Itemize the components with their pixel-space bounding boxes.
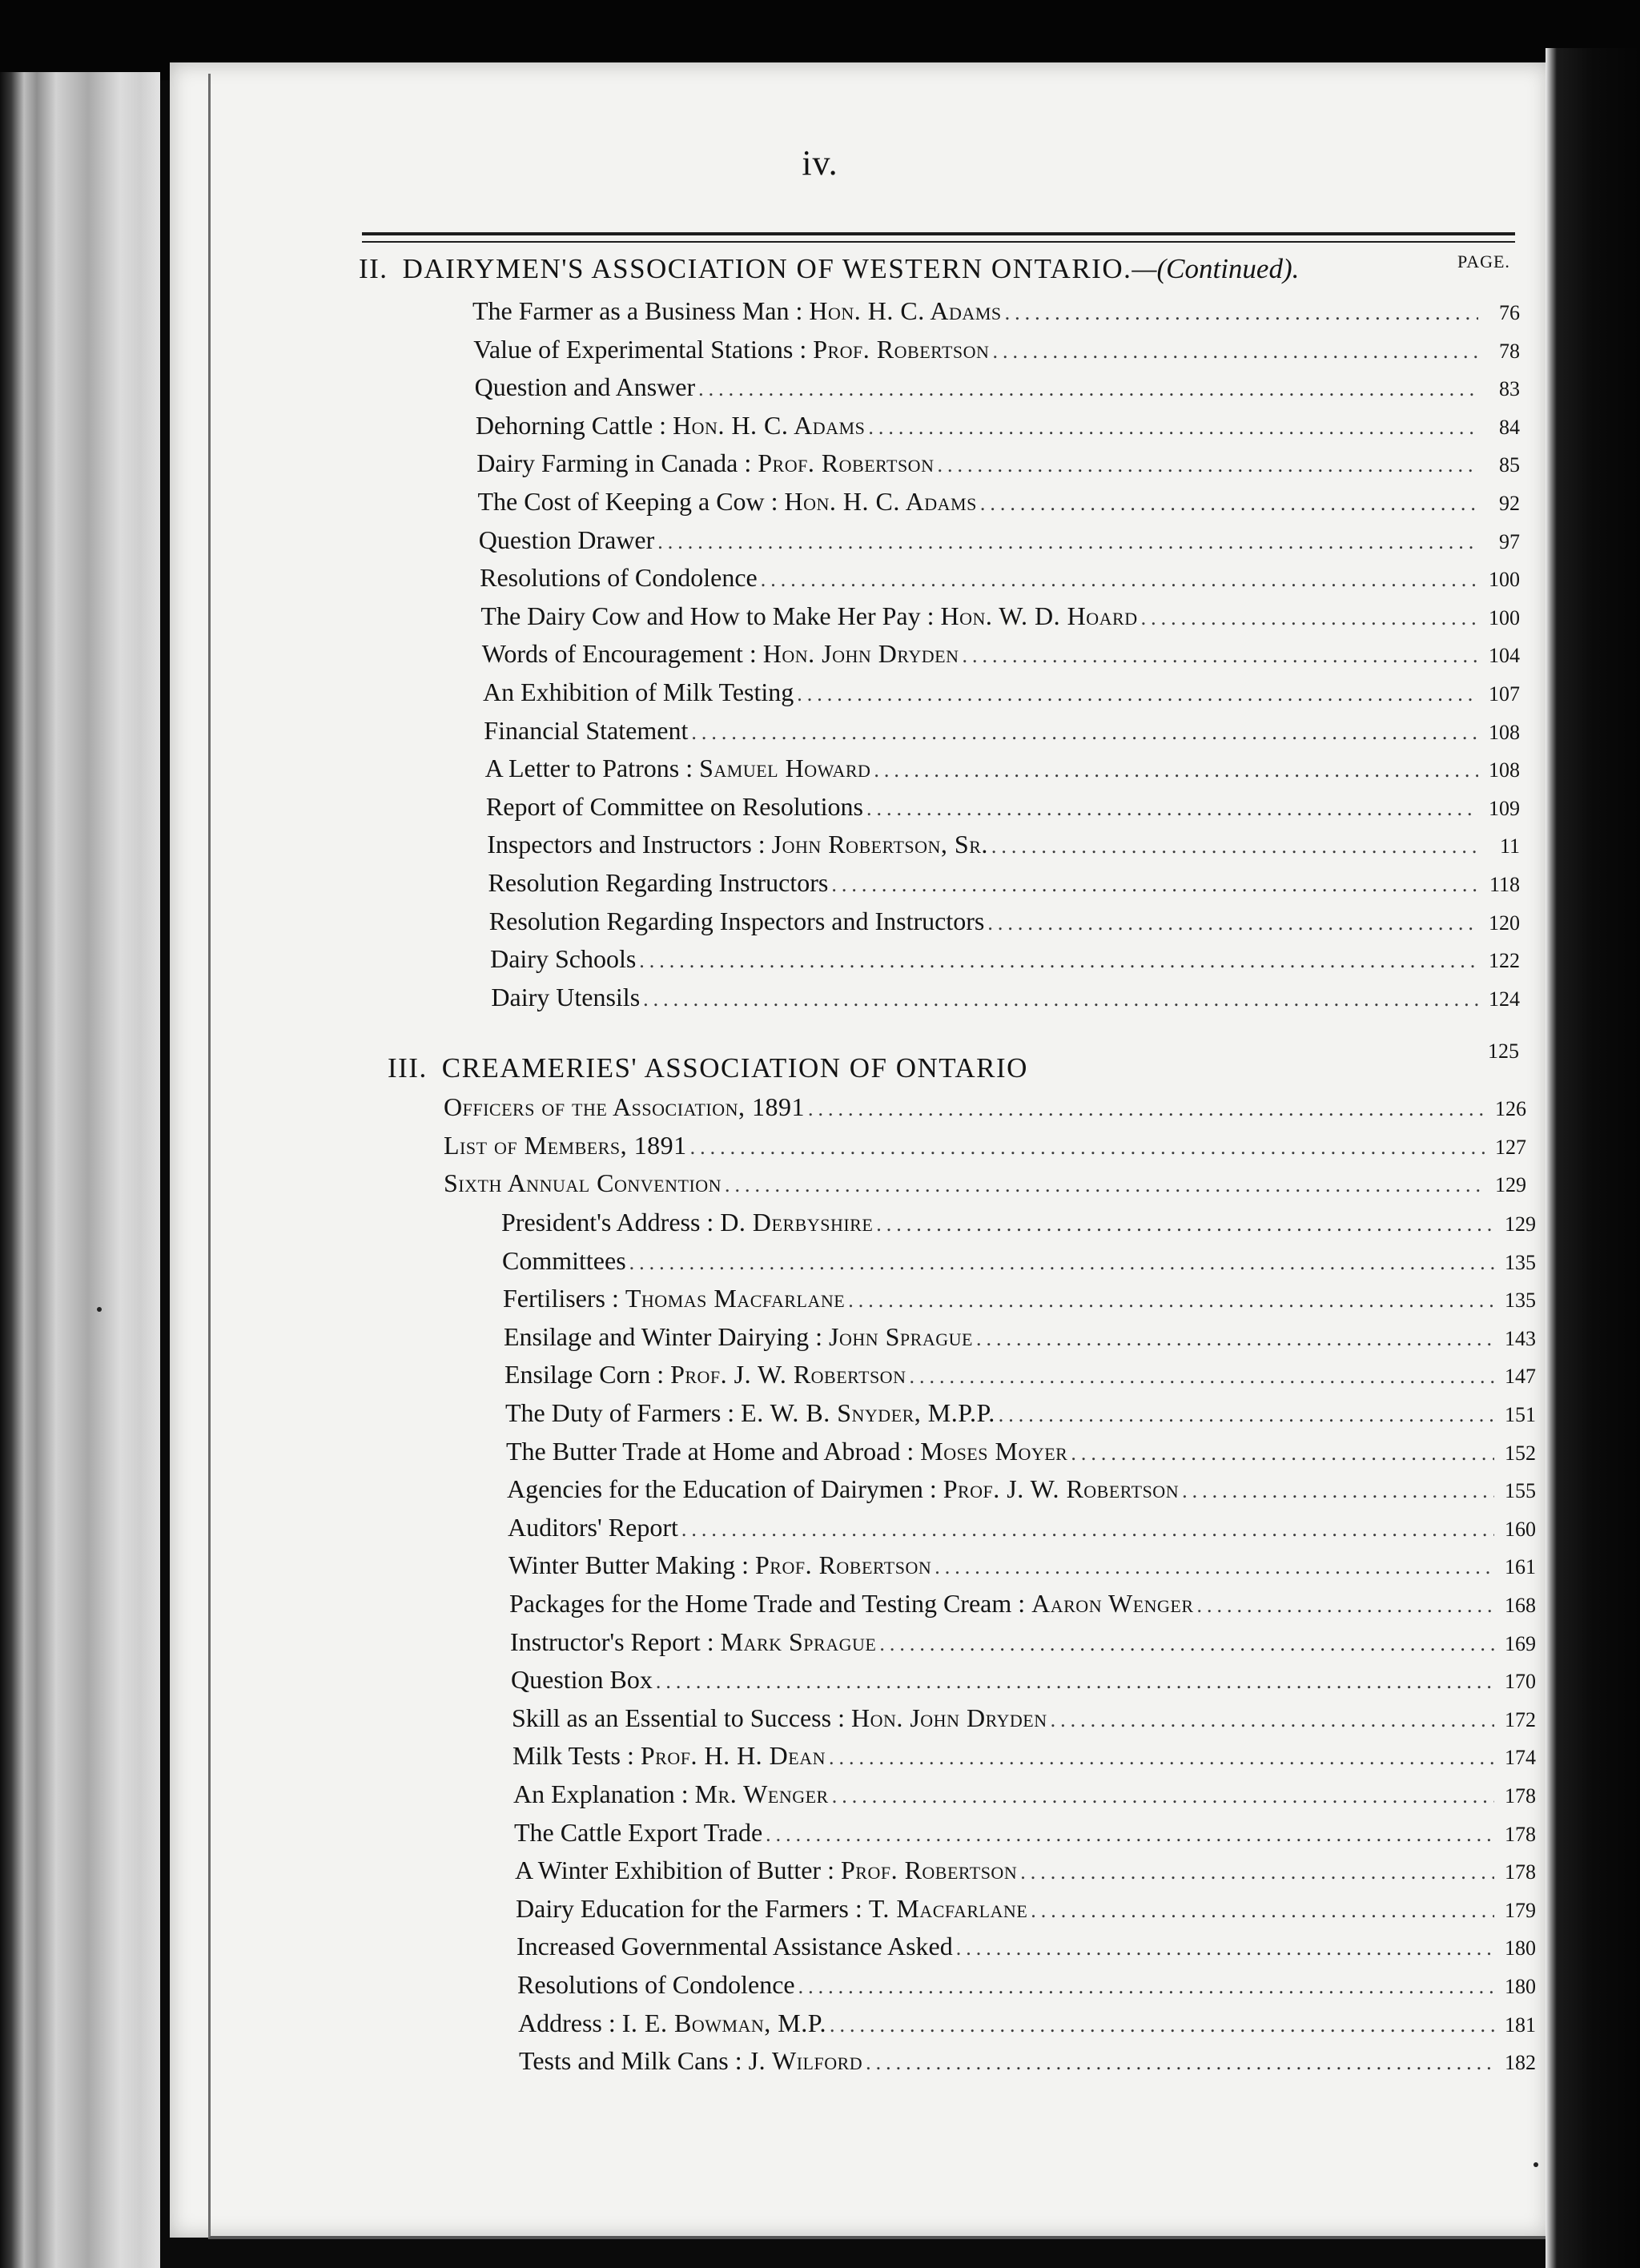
leader-dots	[1020, 1856, 1494, 1888]
entry-page: 129	[1505, 1212, 1536, 1236]
entry-title-text: Winter Butter Making :	[508, 1550, 749, 1580]
section-heading-ii	[359, 253, 1299, 285]
entry-author: Hon. John Dryden	[850, 1703, 1047, 1732]
entry-title-text: Auditors' Report	[508, 1512, 678, 1542]
entry-title	[509, 1587, 1194, 1619]
entry-title	[479, 524, 654, 556]
entry-page: 135	[1505, 1250, 1536, 1274]
leader-dots	[832, 1780, 1494, 1812]
entry-title-text: Ensilage and Winter Dairying :	[504, 1321, 823, 1351]
entry-page: 124	[1488, 987, 1520, 1011]
toc-entry	[484, 714, 1520, 750]
toc-entry	[506, 1435, 1536, 1470]
entry-title	[480, 561, 758, 593]
leader-dots	[874, 754, 1478, 786]
entry-title	[482, 637, 959, 670]
entry-title-text: List of Members, 1891	[444, 1130, 687, 1160]
entry-title	[476, 447, 934, 479]
entry-title	[513, 1778, 829, 1810]
entry-title-text: Tests and Milk Cans :	[519, 2046, 742, 2076]
entry-title	[514, 1816, 762, 1848]
leader-dots	[866, 2047, 1494, 2079]
entry-page: 100	[1488, 568, 1520, 592]
toc-entry	[504, 1321, 1536, 1356]
leader-dots	[681, 1514, 1494, 1546]
toc-entry	[480, 561, 1520, 597]
toc-entry	[517, 1968, 1536, 2004]
leader-dots	[1197, 1590, 1494, 1622]
toc-entry	[508, 1549, 1536, 1584]
entry-page: 129	[1495, 1173, 1526, 1197]
entry-title	[444, 1167, 722, 1199]
toc-entry	[512, 1702, 1536, 1737]
entry-title	[488, 867, 829, 899]
entry-title-text: Resolution Regarding Inspectors and Instructors	[488, 906, 985, 935]
entry-title	[475, 371, 696, 403]
entry-page: 122	[1488, 949, 1520, 973]
entry-title-text: Question and Answer	[474, 372, 696, 402]
entry-title	[508, 1549, 931, 1581]
toc-entry	[489, 905, 1520, 940]
entry-author: Prof. J. W. Robertson	[943, 1474, 1180, 1504]
toc-entry	[488, 867, 1521, 902]
leader-dots	[1182, 1475, 1494, 1507]
entry-title-text: Milk Tests :	[512, 1741, 634, 1771]
entry-page: 152	[1505, 1441, 1536, 1465]
leader-dots	[831, 869, 1478, 901]
entry-title-text: Committees	[502, 1245, 626, 1275]
entry-title	[511, 1663, 653, 1695]
entry-author: I. E. Bowman, M.P.	[621, 2008, 827, 2037]
page-column-label: PAGE.	[1457, 251, 1510, 271]
entry-page: 172	[1505, 1707, 1536, 1731]
entry-title-text: Report of Committee on Resolutions	[485, 791, 863, 821]
entry-title	[504, 1358, 906, 1390]
entry-page: 97	[1498, 529, 1520, 553]
entry-title	[517, 1930, 953, 1962]
entry-author: John Sprague	[829, 1321, 973, 1351]
section-title: DAIRYMEN'S ASSOCIATION OF WESTERN ONTARIO.	[402, 253, 1132, 284]
entry-page: 170	[1505, 1670, 1536, 1694]
entry-title-text: Dairy Education for the Farmers :	[516, 1893, 862, 1923]
section-title: CREAMERIES' ASSOCIATION OF ONTARIO	[441, 1052, 1028, 1084]
page-folio: iv.	[802, 143, 838, 183]
entry-page: 168	[1505, 1594, 1536, 1617]
toc-entry	[482, 637, 1520, 673]
entry-title-text: An Exhibition of Milk Testing	[483, 678, 794, 706]
header-rule-thick	[362, 232, 1515, 235]
toc-entry	[503, 1282, 1536, 1317]
toc-entry	[480, 600, 1520, 635]
header-rule-thin	[362, 241, 1515, 243]
leader-dots	[980, 488, 1478, 520]
entry-page: 104	[1488, 644, 1520, 668]
leader-dots	[1051, 1704, 1494, 1736]
entry-page: 92	[1499, 492, 1520, 515]
entry-author: Prof. Robertson	[758, 448, 935, 478]
entry-page: 108	[1488, 720, 1520, 744]
toc-entry	[486, 790, 1520, 826]
entry-title	[518, 2007, 826, 2039]
leader-dots	[876, 1208, 1494, 1241]
leader-dots	[1031, 1895, 1494, 1927]
entry-title	[501, 1206, 873, 1238]
entry-title-text: An Explanation :	[513, 1779, 689, 1808]
section-number: III.	[388, 1052, 428, 1084]
leader-dots	[962, 640, 1478, 672]
entry-title	[512, 1702, 1047, 1734]
entry-page: 83	[1498, 377, 1520, 401]
toc-entry	[505, 1397, 1536, 1432]
toc-entry	[515, 1854, 1536, 1889]
entry-author: Prof. Robertson	[840, 1856, 1018, 1885]
entry-author: Mark Sprague	[720, 1627, 877, 1656]
book-spine	[0, 72, 160, 2268]
leader-dots	[848, 1285, 1494, 1317]
entry-title-text: The Butter Trade at Home and Abroad :	[506, 1436, 914, 1466]
entry-author: Prof. Robertson	[754, 1550, 932, 1580]
scan-speck	[1533, 2162, 1538, 2167]
entry-page: 169	[1505, 1631, 1536, 1655]
entry-title	[487, 828, 988, 860]
entry-title-text: The Dairy Cow and How to Make Her Pay :	[480, 601, 935, 630]
entry-title	[505, 1397, 995, 1429]
entry-title	[506, 1435, 1067, 1467]
entry-title-text: Officers of the Association, 1891	[444, 1092, 806, 1121]
leader-dots	[1141, 602, 1478, 634]
scan-speck	[97, 1307, 102, 1312]
entry-title-text: The Duty of Farmers :	[505, 1398, 735, 1427]
entry-page: 126	[1495, 1097, 1526, 1120]
toc-entry	[519, 2045, 1536, 2080]
toc-entry	[518, 2007, 1536, 2042]
entry-page: 174	[1505, 1746, 1536, 1770]
entry-page: 76	[1499, 301, 1520, 324]
leader-dots	[976, 1323, 1494, 1355]
leader-dots	[656, 1666, 1494, 1698]
entry-title-text: Instructor's Report :	[510, 1627, 714, 1656]
entry-title	[473, 333, 989, 365]
entry-page: 181	[1505, 2013, 1536, 2037]
toc-entry	[483, 676, 1520, 711]
entry-author: Hon. John Dryden	[762, 639, 959, 669]
entry-title	[508, 1511, 678, 1543]
entry-title	[515, 1854, 1017, 1886]
entry-title-text: Dairy Utensils	[491, 982, 641, 1011]
entry-author: Samuel Howard	[699, 754, 871, 783]
entry-page: 135	[1505, 1289, 1536, 1313]
entry-page: 160	[1505, 1517, 1536, 1541]
entry-title	[478, 485, 977, 517]
entry-page: 143	[1505, 1326, 1536, 1350]
toc-entry	[507, 1473, 1536, 1508]
entry-title-text: Address :	[518, 2008, 616, 2037]
entry-author: Moses Moyer	[920, 1436, 1068, 1466]
toc-entry	[508, 1511, 1536, 1546]
entry-title	[510, 1626, 876, 1658]
entry-page: 85	[1498, 453, 1520, 477]
toc-entry	[444, 1129, 1526, 1164]
entry-title	[512, 1739, 826, 1771]
toc-entry	[514, 1816, 1536, 1852]
entry-author: J. Wilford	[748, 2046, 863, 2076]
entry-page: 178	[1505, 1822, 1536, 1846]
entry-page: 118	[1489, 873, 1520, 896]
section-number: II.	[359, 253, 388, 284]
entry-author: Hon. H. C. Adams	[809, 296, 1002, 325]
entry-title	[519, 2045, 862, 2077]
entry-page: 127	[1495, 1135, 1526, 1159]
entry-page: 180	[1505, 1975, 1536, 1998]
leader-dots	[1005, 297, 1478, 329]
leader-dots	[1071, 1438, 1494, 1470]
entry-title-text: Dairy Farming in Canada :	[476, 448, 752, 478]
entry-page: 120	[1488, 911, 1520, 935]
entry-author: Thomas Macfarlane	[625, 1284, 846, 1313]
toc-entry	[478, 485, 1521, 521]
toc-entry	[490, 943, 1520, 978]
section-continued-note: —(Continued).	[1132, 253, 1300, 284]
entry-title	[517, 1968, 795, 2001]
scan-right-border	[1546, 48, 1640, 2268]
entry-title-text: Value of Experimental Stations :	[473, 334, 807, 364]
entry-page: 179	[1505, 1898, 1536, 1922]
entry-title	[476, 409, 865, 441]
entry-author: Prof. Robertson	[813, 334, 990, 364]
toc-entry	[516, 1892, 1536, 1928]
toc-entry	[487, 828, 1520, 863]
entry-page: 11	[1499, 834, 1520, 859]
leader-dots	[909, 1361, 1494, 1393]
entry-title-text: President's Address :	[501, 1208, 714, 1237]
entry-author: Hon. H. C. Adams	[784, 487, 977, 516]
toc-entry	[476, 409, 1520, 444]
toc-entry	[511, 1663, 1536, 1699]
entry-title	[484, 714, 688, 746]
section-heading-iii	[388, 1052, 1028, 1084]
entry-title-text: Inspectors and Instructors :	[487, 830, 766, 859]
entry-page: 178	[1505, 1860, 1536, 1884]
entry-title-text: The Cattle Export Trade	[514, 1817, 763, 1847]
leader-dots	[639, 945, 1478, 977]
entry-title-text: Resolutions of Condolence	[517, 1970, 795, 1999]
leader-dots	[999, 1399, 1494, 1431]
leader-dots	[956, 1932, 1494, 1964]
leader-dots	[935, 1551, 1494, 1583]
entry-page: 107	[1489, 682, 1520, 706]
entry-page: 182	[1505, 2051, 1536, 2075]
leader-dots	[797, 678, 1478, 710]
toc-entry	[476, 447, 1520, 482]
section-page-number: 125	[1488, 1040, 1519, 1063]
leader-dots	[987, 907, 1478, 939]
toc-entry	[512, 1739, 1536, 1775]
leader-dots	[829, 1742, 1494, 1774]
entry-author: John Robertson, Sr.	[771, 830, 988, 859]
entry-title-text: Ensilage Corn :	[504, 1360, 665, 1389]
leader-dots	[879, 1628, 1494, 1660]
entry-author: Aaron Wenger	[1031, 1589, 1194, 1618]
entry-title	[516, 1892, 1027, 1924]
leader-dots	[629, 1247, 1494, 1279]
entry-title-text: Increased Governmental Assistance Asked	[517, 1932, 953, 1961]
entry-title-text: Skill as an Essential to Success :	[512, 1703, 845, 1732]
entry-title	[480, 600, 1137, 632]
toc-entry	[502, 1245, 1536, 1280]
entry-title	[491, 981, 640, 1013]
toc-entry	[485, 752, 1520, 787]
entry-title	[485, 752, 871, 784]
entry-page: 109	[1488, 796, 1520, 820]
entry-author: Hon. W. D. Hoard	[940, 601, 1138, 630]
entry-title	[490, 943, 636, 975]
entry-page: 161	[1505, 1555, 1536, 1579]
entry-title-text: A Letter to Patrons :	[484, 754, 693, 783]
toc-entry	[513, 1778, 1536, 1813]
entry-title-text: Question Box	[511, 1665, 653, 1695]
toc-entry	[475, 371, 1520, 406]
entry-title-text: Fertilisers :	[503, 1284, 619, 1313]
entry-title-text: Sixth Annual Convention	[444, 1168, 722, 1198]
entry-title-text: Packages for the Home Trade and Testing Cream :	[509, 1589, 1026, 1618]
leader-dots	[830, 2009, 1494, 2041]
leader-dots	[698, 373, 1478, 405]
leader-dots	[798, 1971, 1494, 2003]
entry-page: 178	[1505, 1784, 1536, 1808]
toc-entry	[517, 1930, 1536, 1965]
leader-dots	[761, 564, 1478, 596]
entry-title	[444, 1091, 805, 1123]
entry-title-text: Words of Encouragement :	[481, 639, 757, 669]
leader-dots	[725, 1169, 1485, 1201]
leader-dots	[991, 830, 1478, 863]
entry-title-text: Resolution Regarding Instructors	[488, 868, 829, 897]
leader-dots	[643, 983, 1478, 1015]
entry-author: D. Derbyshire	[720, 1208, 874, 1237]
entry-author: Mr. Wenger	[694, 1779, 829, 1808]
entry-title-text: Agencies for the Education of Dairymen :	[507, 1474, 937, 1504]
entry-page: 100	[1488, 605, 1520, 629]
entry-page: 151	[1505, 1403, 1536, 1426]
toc-entry	[444, 1167, 1526, 1202]
toc-entry	[472, 295, 1520, 330]
entry-page: 84	[1498, 415, 1520, 439]
toc-entry	[444, 1091, 1526, 1126]
entry-title	[502, 1245, 626, 1277]
entry-title-text: A Winter Exhibition of Butter :	[515, 1856, 834, 1885]
entry-title-text: Dehorning Cattle :	[475, 410, 667, 440]
entry-title	[486, 790, 863, 822]
entry-author: T. Macfarlane	[868, 1893, 1028, 1923]
toc-entry	[473, 333, 1520, 368]
leader-dots	[937, 449, 1478, 481]
leader-dots	[866, 793, 1478, 825]
entry-page: 108	[1488, 758, 1520, 782]
leader-dots	[691, 717, 1478, 749]
entry-title	[472, 295, 1002, 327]
entry-author: Hon. H. C. Adams	[673, 410, 866, 440]
entry-title	[483, 676, 794, 708]
entry-title	[489, 905, 985, 937]
entry-page: 147	[1505, 1365, 1536, 1389]
toc-entry	[504, 1358, 1536, 1393]
entry-author: Prof. H. H. Dean	[640, 1741, 826, 1771]
leader-dots	[808, 1093, 1485, 1125]
leader-dots	[690, 1132, 1485, 1164]
leader-dots	[657, 526, 1478, 558]
entry-title	[444, 1129, 687, 1161]
entry-title-text: The Cost of Keeping a Cow :	[477, 487, 778, 516]
entry-title-text: Resolutions of Condolence	[480, 563, 758, 593]
entry-title-text: Question Drawer	[478, 525, 655, 554]
leader-dots	[992, 336, 1478, 368]
entry-title-text: Financial Statement	[484, 715, 689, 745]
entry-author: E. W. B. Snyder, M.P.P.	[741, 1398, 995, 1427]
toc-entry	[479, 524, 1520, 559]
entry-title	[504, 1321, 973, 1353]
entry-title-text: Dairy Schools	[490, 944, 637, 974]
toc-entry	[491, 981, 1520, 1016]
toc-entry	[509, 1587, 1536, 1623]
leader-dots	[868, 412, 1478, 444]
entry-title	[507, 1473, 1179, 1505]
entry-page: 78	[1498, 339, 1520, 363]
toc-entry	[510, 1626, 1536, 1661]
entry-page: 155	[1505, 1479, 1536, 1503]
entry-author: Prof. J. W. Robertson	[670, 1360, 906, 1389]
entry-title	[503, 1282, 845, 1314]
leader-dots	[766, 1819, 1494, 1851]
entry-title-text: The Farmer as a Business Man :	[472, 296, 803, 325]
toc-entry	[501, 1206, 1536, 1241]
entry-page: 180	[1505, 1936, 1536, 1960]
